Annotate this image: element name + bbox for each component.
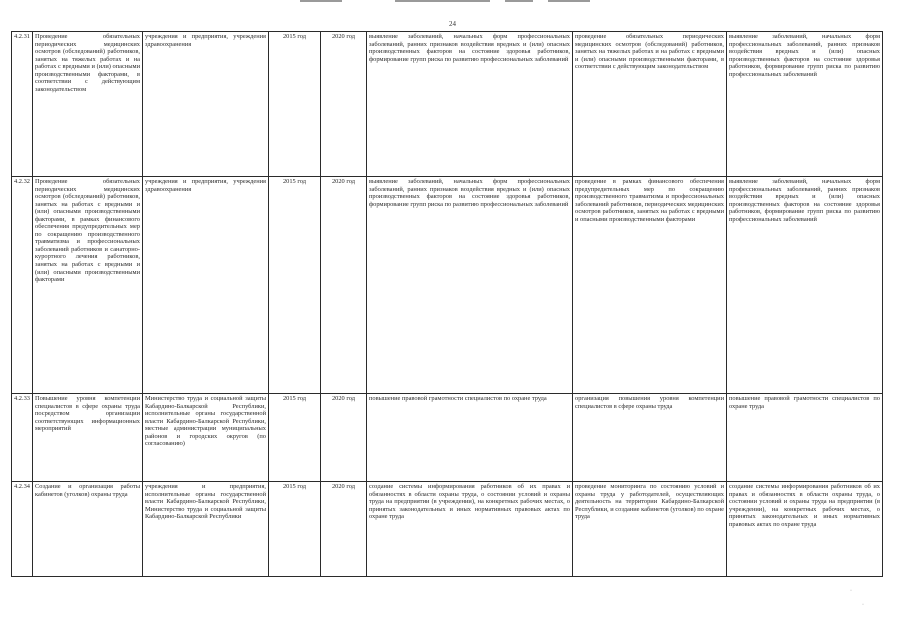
consequences: выявление заболеваний, начальных форм профессиональных заболеваний, ранних признаков воздействия вредных и (или) опасных производственных факторов на состояние здоровья работников, формирование групп риска по развитию профессиональных заболеваний — [367, 177, 573, 394]
result: создание системы информирования работников об их правах и обязанностях в области охраны труда, о состоянии условий и охраны труда на предприятии (в учреждении), на конкретных рабочих местах, о принятых законодательных и иных нормативных правовых актах по охране труда — [727, 482, 883, 577]
scan-artifact — [505, 0, 533, 2]
start-year: 2015 год — [269, 32, 321, 177]
end-year: 2020 год — [321, 32, 367, 177]
row-number: 4.2.32 — [12, 177, 33, 394]
table-row — [12, 394, 883, 482]
start-year: 2015 год — [269, 394, 321, 482]
content: проведение мониторинга по состоянию условий и охраны труда у работодателей, осуществляющих деятельность на территории Кабардино-Балкарской Республики, и создание кабинетов (уголков) по охране труда — [573, 482, 727, 577]
row-number: 4.2.34 — [12, 482, 33, 577]
end-year: 2020 год — [321, 177, 367, 394]
executor: учреждения и предприятия, учреждения здравоохранения — [143, 177, 269, 394]
page-number: 24 — [449, 20, 456, 28]
end-year: 2020 год — [321, 394, 367, 482]
consequences: повышение правовой грамотности специалистов по охране труда — [367, 394, 573, 482]
result: повышение правовой грамотности специалистов по охране труда — [727, 394, 883, 482]
measure-name: Проведение обязательных периодических медицинских осмотров (обследований) работников, занятых на работах с вредными и (или) опасными производственными факторами, в рамках финансового обеспечения предупредительных мер по сокращению производственного травматизма и профессиональных заболеваний работников и санаторно-курортного лечения работников, занятых на работах с вредными и (или) опасными производственными факторами — [33, 177, 143, 394]
executor: учреждения и предприятия, учреждения здравоохранения — [143, 32, 269, 177]
content: проведение в рамках финансового обеспечения предупредительных мер по сокращению производственного травматизма и профессиональных заболеваний работников, периодических медицинских осмотров работников, занятых на работах с вредными и опасными производственными факторами — [573, 177, 727, 394]
scan-artifact — [395, 0, 490, 2]
table-row — [12, 482, 883, 577]
consequences: выявление заболеваний, начальных форм профессиональных заболеваний, ранних признаков воздействия вредных и (или) опасных производственных факторов на состояние здоровья работников, формирование групп риска по развитию профессиональных заболеваний — [367, 32, 573, 177]
scan-artifact — [548, 0, 590, 2]
table-row — [12, 177, 883, 394]
measure-name: Проведение обязательных периодических медицинских осмотров (обследований) работников, занятых на тяжелых работах и на работах с вредными и (или) опасными производственными факторами, в соответствии с действующим законодательством — [33, 32, 143, 177]
consequences: создание системы информирования работников об их правах и обязанностях в области охраны труда, о состоянии условий и охраны труда на предприятии (в учреждении), на конкретных рабочих местах, о принятых законодательных и иных нормативных правовых актах по охране труда — [367, 482, 573, 577]
table-row — [12, 32, 883, 177]
result: выявление заболеваний, начальных форм профессиональных заболеваний, ранних признаков воздействия вредных и (или) опасных производственных факторов на состояние здоровья работников, формирование групп риска по развитию профессиональных заболеваний — [727, 177, 883, 394]
result: выявление заболеваний, начальных форм профессиональных заболеваний, ранних признаков воздействия вредных и (или) опасных производственных факторов на состояние здоровья работников, формирование групп риска по развитию профессиональных заболеваний — [727, 32, 883, 177]
measure-name: Создание и организация работы кабинетов (уголков) охраны труда — [33, 482, 143, 577]
start-year: 2015 год — [269, 177, 321, 394]
executor: учреждения и предприятия, исполнительные органы государственной власти Кабардино-Балкарской Республики, Министерство труда и социальной защиты Кабардино-Балкарской Республики — [143, 482, 269, 577]
measure-name: Повышение уровня компетенции специалистов в сфере охраны труда посредством организации соответствующих информационных мероприятий — [33, 394, 143, 482]
end-year: 2020 год — [321, 482, 367, 577]
executor: Министерство труда и социальной защиты Кабардино-Балкарской Республики, исполнительные органы государственной власти Кабардино-Балкарской Республики, местные администрации муниципальных районов и городских округов (по согласованию) — [143, 394, 269, 482]
content: проведение обязательных периодических медицинских осмотров (обследований) работников, занятых на тяжелых работах и на работах с вредными и (или) опасными производственными факторами, в соответствии с действующим законодательством — [573, 32, 727, 177]
row-number: 4.2.33 — [12, 394, 33, 482]
start-year: 2015 год — [269, 482, 321, 577]
scan-artifact — [300, 0, 342, 2]
scan-speck: · — [850, 588, 852, 594]
measures-table — [11, 31, 883, 577]
content: организация повышения уровня компетенции специалистов в сфере охраны труда — [573, 394, 727, 482]
scan-speck: · — [862, 602, 864, 608]
row-number: 4.2.31 — [12, 32, 33, 177]
